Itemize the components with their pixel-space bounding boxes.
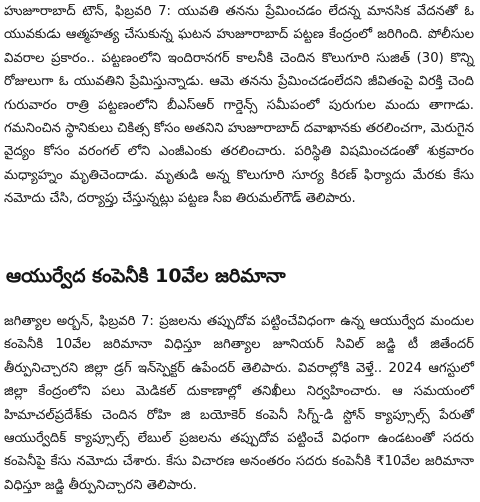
article-body-ayurveda-fine: జగిత్యాల అర్బన్, ఫిబ్రవరి 7: ప్రజలను తప్పుదోవ పట్టించేవిధంగా ఉన్న ఆయుర్వేద మందుల కంపెనీకి 10వేల జరిమానా విధిస్తూ జగిత్యాల జూనియర్ సివిల్ జడ్జి టీ జితేందర్ తీర్పునిచ్చారని జిల్లా డ్రగ్ ఇన్‌స్పెక్టర్ ఉపేందర్ తెలిపారు. వివరాల్లోకి వెళ్తే.. 2024 ఆగస్టులో జిల్లా కేంద్రంలోని పలు మెడికల్ దుకాణాల్లో తనిఖీలు నిర్వహించారు. ఆ సమయంలో హిమాచల్‌ప్రదేశ్‌కు చెందిన రోహి జి బయోకెర్ కంపెనీ సిగ్న్-డి స్టోన్ క్యాప్సూల్స్ పేరుతో ఆయుర్వేదిక్ క్యాప్సూల్స్ లేబుల్ ప్రజలను తప్పుదోవ పట్టించే విధంగా ఉండటంతో సదరు కంపెనీపై కేసు నమోదు చేశారు. కేసు విచారణ అనంతరం సదరు కంపెనీకి ₹10వేల జరిమానా విధిస్తూ జడ్జి తీర్పునిచ్చారని తెలిపారు. <box>4 314 474 493</box>
article-headline-ayurveda-fine: ఆయుర్వేద కంపెనీకి 10వేల జరిమానా <box>6 265 286 287</box>
article-body-suicide-report: హుజూరాబాద్ టౌన్, ఫిబ్రవరి 7: యువతి తనను ప్రేమించడం లేదన్న మానసిక వేదనతో ఓ యువకుడు ఆత్మహత్య చేసుకున్న ఘటన హుజూరాబాద్ పట్టణ కేంద్రంలో జరిగింది. పోలీసుల వివరాల ప్రకారం.. పట్టణంలోని ఇందిరానగర్ కాలనీకి చెందిన కొలుగూరి సుజిత్ (30) కొన్ని రోజులుగా ఓ యువతిని ప్రేమిస్తున్నాడు. ఆమె తనను ప్రేమించడంలేదని జీవితంపై విరక్తి చెంది గురువారం రాత్రి పట్టణంలోని బీఎస్ఆర్ గార్డెన్స్ సమీపంలో పురుగుల మందు తాగాడు. గమనించిన స్థానికులు చికిత్స కోసం అతనిని హుజూరాబాద్ దవాఖానకు తరలించగా, మెరుగైన వైద్యం కోసం వరంగల్ లోని ఎంజీఎంకు తరలించారు. పరిస్థితి విషమించడంతో శుక్రవారం మధ్యాహ్నం మృతిచెందాడు. మృతుడి అన్న కొలుగూరి సూర్య కిరణ్ ఫిర్యాదు మేరకు కేసు నమోదు చేసి, దర్యాప్తు చేస్తున్నట్లు పట్టణ సీఐ తిరుమల్‌గౌడ్ తెలిపారు. <box>4 4 474 207</box>
